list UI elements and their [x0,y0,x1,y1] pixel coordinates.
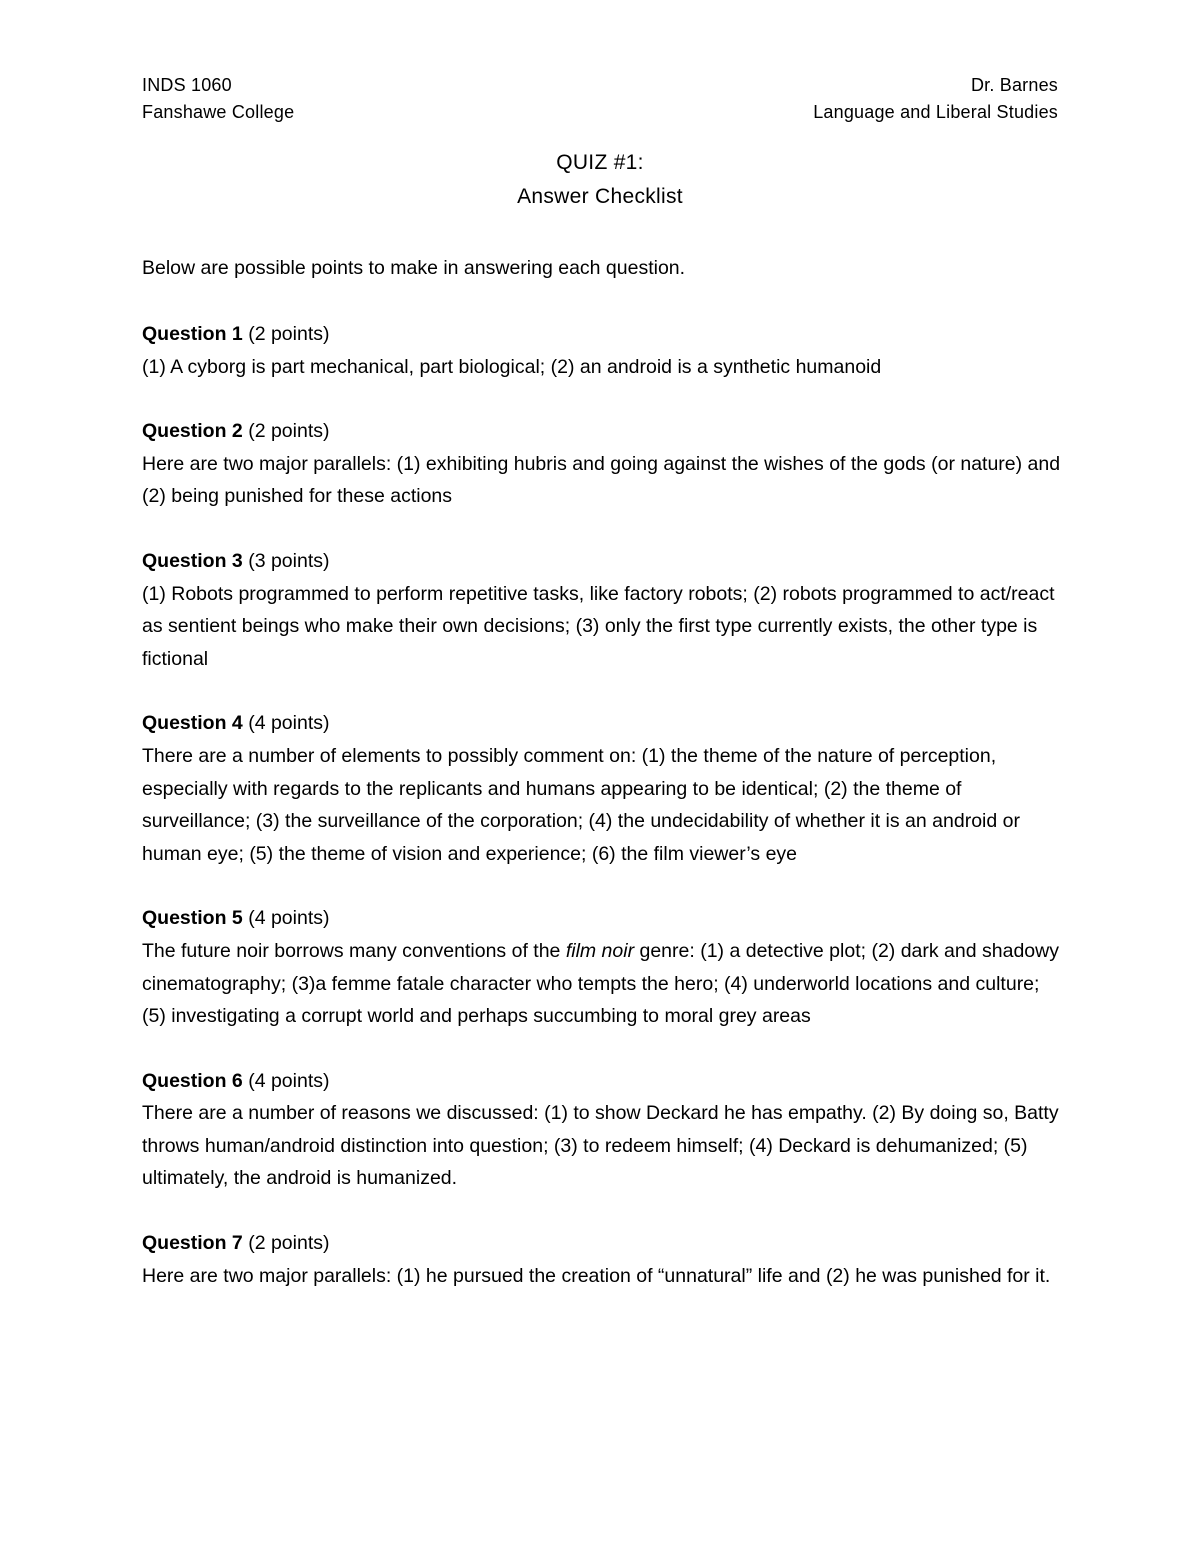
question-label: Question 4 [142,712,243,735]
title-line-2: Answer Checklist [517,185,683,208]
header-left [142,72,294,126]
course-code: INDS 1060 [142,75,232,95]
question-heading [142,415,1062,448]
question-answer: Here are two major parallels: (1) exhibiting hubris and going against the wishes of the gods (or nature) and (2) being punished for these actions [142,452,1061,508]
question-7 [142,1227,1062,1292]
question-points: (2 points) [242,323,330,345]
question-points: (3 points) [242,549,330,572]
institution: Fanshawe College [142,102,295,122]
question-heading [142,1065,1062,1098]
department: Language and Liberal Studies [813,102,1058,122]
question-5 [142,902,1062,1032]
intro-text: Below are possible points to make in answering each question. [142,257,686,279]
title-line-1: QUIZ #1: [556,151,644,174]
question-answer: There are a number of reasons we discussed: (1) to show Deckard he has empathy. (2) By doing so, Batty throws human/android distinction into question; (3) to redeem himself; (4) Deckard is dehumanized; (5) ultimately, the android is humanized. [142,1102,1059,1190]
question-list [142,318,1062,1324]
question-answer: There are a number of elements to possibly comment on: (1) the theme of the nature of perception, especially with regards to the replicants and humans appearing to be identical; (2) the theme of surveillance; (3) the surveillance of the corporation; (4) the undecidability of whether it is an android or human eye; (5) the theme of vision and experience; (6) the film viewer’s eye [142,744,1020,865]
instructor: Dr. Barnes [970,75,1058,95]
question-answer [142,935,1062,1033]
answer-text-after: genre: (1) a detective plot; (2) dark and shadowy cinematography; (3)a femme fatale character who tempts the hero; (4) underworld locations and culture; (5) investigating a corrupt world and perhaps succumbing to moral grey areas [142,939,1059,1028]
question-heading [142,318,1062,351]
question-heading [142,707,1062,740]
question-label: Question 5 [142,907,243,930]
question-4 [142,707,1062,870]
question-heading [142,1227,1062,1260]
question-heading [142,545,1062,578]
question-points: (4 points) [242,1069,330,1092]
page-header [142,72,1058,128]
question-label: Question 2 [142,420,243,443]
question-points: (4 points) [242,907,330,930]
question-heading [142,902,1062,935]
question-2 [142,415,1062,513]
question-label: Question 1 [142,323,243,345]
question-points: (4 points) [242,712,330,735]
question-label: Question 6 [142,1069,243,1092]
header-right [813,72,1058,126]
answer-text-before: The future noir borrows many conventions of the [142,939,566,962]
question-points: (2 points) [242,420,330,443]
question-label: Question 7 [142,1232,243,1255]
document-title [142,146,1058,214]
question-1 [142,318,1062,383]
question-3 [142,545,1062,675]
question-points: (2 points) [242,1232,330,1255]
question-answer: (1) A cyborg is part mechanical, part biological; (2) an android is a synthetic humanoid [142,355,882,378]
question-answer: (1) Robots programmed to perform repetitive tasks, like factory robots; (2) robots programmed to act/react as sentient beings who make their own decisions; (3) only the first type currently exists, the other type is fictional [142,582,1055,670]
answer-italic-term: film noir [565,939,635,962]
question-6 [142,1065,1062,1195]
question-label: Question 3 [142,549,243,572]
question-answer: Here are two major parallels: (1) he pursued the creation of “unnatural” life and (2) he was punished for it. [142,1264,1051,1287]
